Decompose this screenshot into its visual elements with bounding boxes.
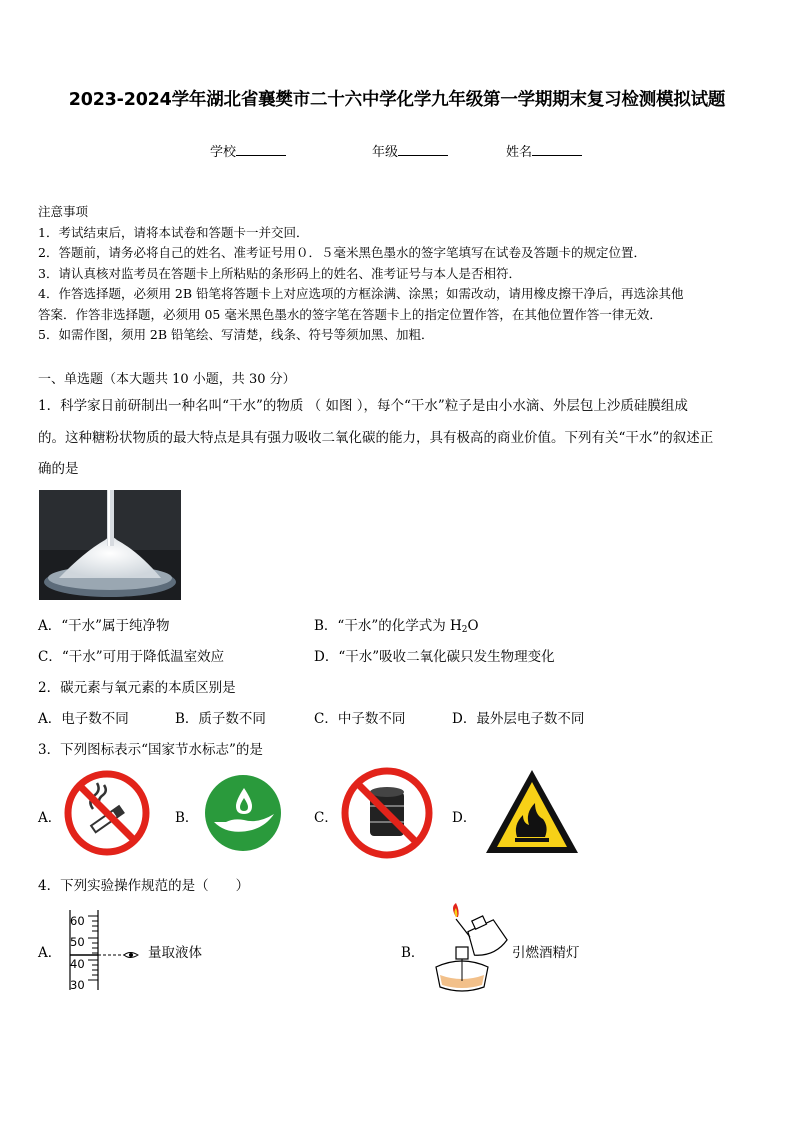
grade-blank[interactable] — [398, 143, 448, 156]
q1-stem-line3: 确的是 — [38, 461, 79, 477]
name-field[interactable] — [506, 141, 582, 160]
alcohol-lamp-figure — [426, 903, 510, 995]
notes-heading: 注意事项 — [38, 204, 89, 219]
section-heading: 一、单选题（本大题共 10 小题，共 30 分） — [38, 372, 296, 387]
scale-label: 50 — [70, 935, 85, 950]
note-item: 2．答题前，请务必将自己的姓名、准考证号用０．５毫米黑色墨水的签字笔填写在试卷及答题卡的规定位置． — [38, 245, 646, 260]
q2-option-b[interactable]: B．质子数不同 — [175, 711, 266, 727]
q1-option-c[interactable]: C．“干水”可用于降低温室效应 — [38, 649, 225, 665]
q4-option-b-text: 引燃酒精灯 — [512, 945, 580, 961]
note-item: 3．请认真核对监考员在答题卡上所粘贴的条形码上的姓名、准考证号与本人是否相符． — [38, 265, 521, 281]
notes-block — [38, 202, 684, 346]
q4-stem: 4．下列实验操作规范的是（ ） — [38, 878, 250, 894]
q3-option-a-label[interactable]: A． — [38, 810, 62, 826]
page-title: 2023-2024学年湖北省襄樊市二十六中学化学九年级第一学期期末复习检测模拟试题 — [68, 90, 726, 110]
flammable-warning-icon[interactable] — [483, 767, 581, 861]
q3-stem: 3．下列图标表示“国家节水标志”的是 — [38, 742, 263, 758]
q1-option-a[interactable]: A．“干水”属于纯净物 — [38, 618, 170, 634]
scale-label: 40 — [70, 956, 85, 971]
note-item: 4．作答选择题，必须用 2B 铅笔将答题卡上对应选项的方框涂满、涂黑；如需改动，请用橡皮擦干净后，再选涂其他 — [38, 286, 684, 301]
note-item: 1．考试结束后，请将本试卷和答题卡一并交回． — [38, 224, 309, 240]
school-field[interactable] — [210, 141, 286, 160]
scale-label: 30 — [70, 977, 85, 992]
school-label: 学校 — [210, 145, 237, 160]
q3-option-c-label[interactable]: C． — [314, 810, 338, 826]
grade-field[interactable] — [372, 141, 448, 160]
q2-option-d[interactable]: D．最外层电子数不同 — [452, 711, 585, 727]
note-item: 5．如需作图，须用 2B 铅笔绘、写清楚，线条、符号等须加黑、加粗． — [38, 327, 434, 342]
name-blank[interactable] — [532, 143, 582, 156]
grade-label: 年级 — [372, 145, 399, 160]
q1-option-b[interactable] — [314, 614, 479, 635]
q4-option-a-text: 量取液体 — [148, 945, 202, 961]
q1-option-b-suffix: O — [467, 618, 479, 634]
q1-option-d[interactable]: D．“干水”吸收二氧化碳只发生物理变化 — [314, 649, 555, 665]
name-label: 姓名 — [506, 145, 533, 160]
cylinder-scale — [70, 911, 85, 996]
scale-label: 60 — [70, 914, 85, 928]
q2-option-c[interactable]: C．中子数不同 — [314, 711, 406, 727]
q1-stem-line2: 的。这种糖粉状物质的最大特点是具有强力吸收二氧化碳的能力，具有极高的商业价值。下列有关“干水”的叙述正 — [38, 430, 714, 446]
dry-water-photo — [39, 490, 181, 600]
q3-option-b-label[interactable]: B． — [175, 810, 199, 826]
q4-option-a-label[interactable]: A． — [38, 945, 62, 961]
q1-option-b-text: B．“干水”的化学式为 H — [314, 618, 462, 634]
q2-option-a[interactable]: A．电子数不同 — [38, 711, 129, 727]
note-item: 答案．作答非选择题，必须用 05 毫米黑色墨水的签字笔在答题卡上的指定位置作答，在其他位置作答一律无效． — [38, 306, 662, 322]
water-saving-icon[interactable] — [204, 774, 282, 856]
q3-option-d-label[interactable]: D． — [452, 810, 477, 826]
subscript: 2 — [461, 625, 468, 635]
q4-option-b-label[interactable]: B． — [401, 945, 425, 961]
no-oil-drum-icon[interactable] — [340, 766, 434, 864]
no-smoking-icon[interactable] — [63, 769, 151, 861]
q1-stem-line1: 1．科学家日前研制出一种名叫“干水”的物质 （ 如图 ），每个“干水”粒子是由小水滴、外层包上沙质硅膜组成 — [38, 398, 688, 414]
q2-stem: 2．碳元素与氧元素的本质区别是 — [38, 680, 236, 696]
school-blank[interactable] — [236, 143, 286, 156]
